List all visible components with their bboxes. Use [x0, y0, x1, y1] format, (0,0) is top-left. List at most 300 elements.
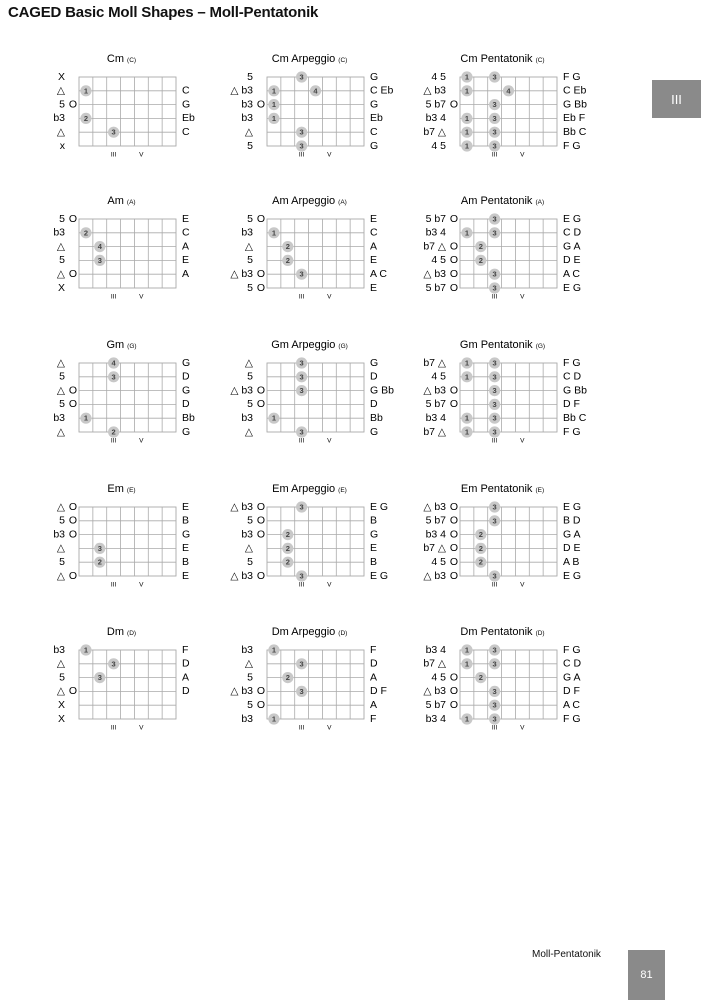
note-name-label: B [370, 514, 378, 527]
finger-number: 1 [464, 413, 470, 423]
fretboard-diagram-dm-pentatonik [423, 626, 581, 732]
interval-label: 5 [247, 514, 253, 527]
finger-number: 3 [111, 127, 116, 137]
finger-number: 1 [83, 413, 89, 423]
finger-number: 3 [492, 571, 497, 581]
open-string-marker: O [68, 528, 78, 541]
note-name-label: A [182, 671, 190, 684]
position-marker-v: V [327, 293, 332, 301]
note-name-label: B [370, 555, 378, 568]
finger-number: 3 [299, 72, 304, 82]
finger-number: 3 [299, 141, 304, 151]
finger-number: 1 [464, 228, 470, 238]
interval-label: △ [244, 542, 253, 555]
diagram-key: (A) [338, 199, 347, 206]
open-string-marker: O [449, 542, 459, 555]
open-string-marker: O [256, 212, 266, 225]
diagram-title: Gm Pentatonik (G) [459, 339, 546, 351]
finger-number: 1 [271, 645, 277, 655]
note-name-label: D F [563, 398, 580, 411]
note-name-label: Bb [370, 411, 383, 424]
finger-number: 3 [492, 427, 497, 437]
finger-number: 3 [299, 502, 304, 512]
page-number: 81 [640, 969, 653, 981]
note-name-label: E [182, 569, 190, 582]
position-marker-v: V [327, 581, 332, 589]
diagram-title: Cm (C) [106, 53, 137, 65]
note-name-label: F G [563, 356, 581, 369]
note-name-label: D F [563, 685, 580, 698]
interval-label: 4 5 [431, 254, 446, 267]
interval-label: b7 △ [423, 657, 446, 670]
finger-number: 3 [492, 372, 497, 382]
interval-label: 5 [59, 98, 65, 111]
fretboard-diagram-em [53, 483, 190, 589]
note-name-label: E G [563, 500, 582, 513]
finger-number: 3 [492, 714, 497, 724]
interval-label: 5 [59, 398, 65, 411]
open-string-marker: O [449, 98, 459, 111]
fretboard-grid [460, 650, 557, 719]
finger-number: 2 [285, 557, 290, 567]
finger-number: 1 [83, 86, 89, 96]
position-marker-v: V [139, 151, 144, 159]
note-name-label: D [370, 370, 378, 383]
interval-label: △ b3 [423, 500, 446, 513]
fretboard-diagram-cm-pentatonik [423, 53, 587, 159]
position-marker-iii: III [110, 151, 117, 159]
diagram-key: (E) [126, 487, 136, 494]
interval-label: 4 5 [431, 555, 446, 568]
finger-number: 1 [464, 358, 470, 368]
interval-label: △ [244, 125, 253, 138]
finger-number: 1 [271, 86, 277, 96]
position-marker-iii: III [298, 724, 305, 732]
open-string-marker: O [449, 281, 459, 294]
open-string-marker: O [449, 514, 459, 527]
diagram-title: Em Arpeggio (E) [272, 483, 347, 495]
diagram-title: Gm Arpeggio (G) [271, 339, 348, 351]
open-string-marker: O [68, 267, 78, 280]
note-name-label: B [182, 555, 190, 568]
interval-label: 5 [247, 370, 253, 383]
fretboard-diagram-cm [53, 53, 195, 159]
finger-number: 2 [285, 530, 290, 540]
note-name-label: F G [563, 712, 581, 725]
interval-label: 4 5 [431, 370, 446, 383]
finger-number: 3 [492, 386, 497, 396]
fretboard-diagram-gm-pentatonik [423, 339, 587, 445]
note-name-label: C D [563, 657, 582, 670]
interval-label: b3 [241, 712, 253, 725]
finger-number: 3 [97, 673, 102, 683]
finger-number: 3 [97, 543, 102, 553]
note-name-label: G [182, 384, 191, 397]
finger-number: 4 [97, 242, 102, 252]
position-marker-v: V [520, 724, 525, 732]
note-name-label: Bb C [563, 125, 587, 138]
fretboard-grid [267, 650, 364, 719]
interval-label: X [57, 698, 65, 711]
interval-label: △ b3 [230, 384, 253, 397]
finger-number: 1 [464, 127, 470, 137]
interval-label: 5 [59, 555, 65, 568]
open-string-marker: O [449, 528, 459, 541]
finger-number: 2 [478, 242, 483, 252]
interval-label: 5 [247, 212, 253, 225]
open-string-marker: O [256, 384, 266, 397]
chapter-tab-label: III [671, 91, 682, 107]
note-name-label: B [182, 514, 190, 527]
open-string-marker: O [449, 685, 459, 698]
finger-number: 1 [464, 72, 470, 82]
fretboard-diagram-em-pentatonik [423, 483, 581, 589]
finger-number: 3 [299, 686, 304, 696]
interval-label: △ b3 [230, 267, 253, 280]
interval-label: b7 △ [423, 125, 446, 138]
finger-number: 1 [271, 113, 277, 123]
fretboard-diagram-gm [53, 339, 195, 445]
interval-label: 5 [59, 514, 65, 527]
diagram-title: Am Arpeggio (A) [272, 195, 347, 207]
note-name-label: G [370, 98, 379, 111]
fretboard-grid [460, 363, 557, 432]
note-name-label: C [182, 84, 190, 97]
note-name-label: E [370, 542, 378, 555]
diagram-title: Gm (G) [106, 339, 137, 351]
finger-number: 1 [271, 714, 277, 724]
open-string-marker: O [256, 685, 266, 698]
note-name-label: E G [563, 569, 582, 582]
interval-label: b7 △ [423, 425, 446, 438]
note-name-label: A B [563, 555, 580, 568]
diagram-key: (A) [535, 199, 545, 206]
position-marker-iii: III [491, 437, 498, 445]
interval-label: 5 [59, 671, 65, 684]
note-name-label: D E [563, 542, 581, 555]
diagram-key: (G) [127, 343, 137, 350]
open-string-marker: O [256, 98, 266, 111]
open-string-marker: O [449, 500, 459, 513]
interval-label: b3 [53, 643, 65, 656]
note-name-label: F [370, 712, 377, 725]
note-name-label: G [370, 528, 379, 541]
diagram-title: Cm Arpeggio (C) [271, 53, 348, 65]
fretboard-grid [79, 219, 176, 288]
interval-label: b3 4 [425, 712, 446, 725]
finger-number: 2 [285, 255, 290, 265]
diagram-key: (A) [126, 199, 136, 206]
note-name-label: G [370, 70, 379, 83]
finger-number: 3 [492, 700, 497, 710]
note-name-label: D [182, 370, 190, 383]
position-marker-iii: III [491, 581, 498, 589]
finger-number: 4 [313, 86, 318, 96]
interval-label: b3 [53, 528, 65, 541]
finger-number: 3 [492, 127, 497, 137]
finger-number: 2 [97, 557, 102, 567]
open-string-marker: O [256, 528, 266, 541]
finger-number: 2 [285, 242, 290, 252]
interval-label: △ [56, 84, 65, 97]
open-string-marker: O [256, 514, 266, 527]
interval-label: △ [244, 657, 253, 670]
note-name-label: Eb [370, 112, 383, 125]
interval-label: △ [56, 542, 65, 555]
open-string-marker: O [256, 281, 266, 294]
interval-label: 5 [59, 212, 65, 225]
diagram-title: Em Pentatonik (E) [460, 483, 545, 495]
finger-number: 3 [492, 141, 497, 151]
interval-label: △ b3 [423, 685, 446, 698]
finger-number: 3 [492, 399, 497, 409]
open-string-marker: O [256, 500, 266, 513]
open-string-marker: O [449, 267, 459, 280]
note-name-label: E G [563, 281, 582, 294]
note-name-label: D [370, 657, 378, 670]
interval-label: △ [56, 240, 65, 253]
open-string-marker: O [68, 98, 78, 111]
finger-number: 3 [492, 659, 497, 669]
interval-label: X [57, 70, 65, 83]
diagram-key: (C) [535, 57, 545, 64]
open-string-marker: O [449, 384, 459, 397]
note-name-label: G [182, 356, 191, 369]
interval-label: 5 b7 [425, 281, 446, 294]
position-marker-v: V [520, 437, 525, 445]
finger-number: 3 [492, 214, 497, 224]
finger-number: 3 [492, 72, 497, 82]
diagram-key: (G) [535, 343, 546, 350]
note-name-label: G A [563, 671, 581, 684]
note-name-label: G [182, 425, 191, 438]
position-marker-iii: III [298, 293, 305, 301]
open-string-marker: O [256, 569, 266, 582]
interval-label: 5 [247, 555, 253, 568]
note-name-label: A [370, 240, 378, 253]
note-name-label: D [182, 657, 190, 670]
finger-number: 2 [285, 673, 290, 683]
diagram-key: (C) [127, 57, 137, 64]
note-name-label: F G [563, 643, 581, 656]
interval-label: b3 [241, 643, 253, 656]
finger-number: 2 [478, 673, 483, 683]
note-name-label: E G [563, 212, 582, 225]
note-name-label: A C [370, 267, 387, 280]
note-name-label: Eb F [563, 112, 586, 125]
diagram-key: (E) [535, 487, 545, 494]
interval-label: △ b3 [230, 500, 253, 513]
interval-label: 5 b7 [425, 98, 446, 111]
note-name-label: Eb [182, 112, 195, 125]
note-name-label: A [182, 267, 190, 280]
position-marker-iii: III [110, 581, 117, 589]
interval-label: 4 5 [431, 671, 446, 684]
finger-number: 3 [299, 127, 304, 137]
position-marker-v: V [139, 581, 144, 589]
open-string-marker: O [449, 569, 459, 582]
interval-label: b3 4 [425, 528, 446, 541]
interval-label: b3 4 [425, 643, 446, 656]
interval-label: 5 [59, 370, 65, 383]
note-name-label: G Bb [563, 98, 587, 111]
finger-number: 1 [271, 228, 277, 238]
note-name-label: G [370, 139, 379, 152]
fretboard-grid [267, 507, 364, 576]
fretboard-diagram-am [53, 195, 190, 301]
note-name-label: G A [563, 240, 581, 253]
note-name-label: G [370, 425, 379, 438]
position-marker-iii: III [491, 724, 498, 732]
finger-number: 4 [506, 86, 511, 96]
open-string-marker: O [256, 267, 266, 280]
interval-label: x [59, 139, 65, 152]
fretboard-diagram-am-pentatonik [423, 195, 581, 301]
fretboard-diagram-am-arpeggio [230, 195, 387, 301]
open-string-marker: O [68, 500, 78, 513]
finger-number: 3 [299, 269, 304, 279]
fretboard-grid [460, 219, 557, 288]
position-marker-iii: III [110, 724, 117, 732]
position-marker-v: V [327, 724, 332, 732]
note-name-label: G A [563, 528, 581, 541]
finger-number: 1 [271, 100, 277, 110]
interval-label: △ b3 [230, 84, 253, 97]
interval-label: b3 [241, 112, 253, 125]
interval-label: △ b3 [230, 685, 253, 698]
open-string-marker: O [256, 698, 266, 711]
note-name-label: E [182, 254, 190, 267]
finger-number: 3 [492, 413, 497, 423]
interval-label: △ [244, 356, 253, 369]
finger-number: 1 [464, 714, 470, 724]
note-name-label: D [370, 398, 378, 411]
interval-label: b3 [53, 112, 65, 125]
interval-label: b3 [241, 226, 253, 239]
position-marker-v: V [520, 293, 525, 301]
fretboard-grid [460, 507, 557, 576]
finger-number: 1 [464, 372, 470, 382]
note-name-label: G Bb [370, 384, 394, 397]
diagram-title: Em (E) [107, 483, 136, 495]
diagram-title: Am Pentatonik (A) [460, 195, 545, 207]
note-name-label: C D [563, 370, 582, 383]
position-marker-v: V [139, 724, 144, 732]
finger-number: 3 [492, 228, 497, 238]
interval-label: 5 [247, 139, 253, 152]
note-name-label: E [182, 212, 190, 225]
fretboard-grid [79, 507, 176, 576]
interval-label: 5 [247, 70, 253, 83]
finger-number: 3 [492, 113, 497, 123]
note-name-label: E [182, 500, 190, 513]
finger-number: 2 [478, 543, 483, 553]
interval-label: △ [56, 267, 65, 280]
interval-label: X [57, 281, 65, 294]
note-name-label: F [370, 643, 377, 656]
interval-label: △ [56, 500, 65, 513]
interval-label: △ b3 [230, 569, 253, 582]
diagram-title: Dm Pentatonik (D) [460, 626, 545, 638]
position-marker-v: V [139, 437, 144, 445]
finger-number: 3 [492, 645, 497, 655]
note-name-label: D [182, 685, 190, 698]
note-name-label: F G [563, 425, 581, 438]
position-marker-iii: III [491, 151, 498, 159]
note-name-label: F G [563, 139, 581, 152]
note-name-label: F [182, 643, 189, 656]
interval-label: 5 b7 [425, 698, 446, 711]
finger-number: 3 [492, 358, 497, 368]
note-name-label: D [182, 398, 190, 411]
finger-number: 3 [299, 358, 304, 368]
position-marker-v: V [327, 151, 332, 159]
finger-number: 4 [111, 358, 116, 368]
interval-label: 5 [247, 254, 253, 267]
diagram-key: (E) [338, 487, 347, 494]
note-name-label: E G [370, 500, 389, 513]
interval-label: △ [244, 240, 253, 253]
diagram-key: (D) [535, 630, 545, 637]
interval-label: 5 [247, 698, 253, 711]
finger-number: 2 [111, 427, 116, 437]
finger-number: 1 [464, 427, 470, 437]
interval-label: 4 5 [431, 139, 446, 152]
fretboard-grid [79, 77, 176, 146]
note-name-label: G Bb [563, 384, 587, 397]
open-string-marker: O [449, 398, 459, 411]
finger-number: 2 [285, 543, 290, 553]
note-name-label: C [370, 125, 378, 138]
note-name-label: C Eb [370, 84, 394, 97]
note-name-label: A [370, 698, 378, 711]
open-string-marker: O [68, 212, 78, 225]
finger-number: 1 [83, 645, 89, 655]
position-marker-v: V [139, 293, 144, 301]
interval-label: △ b3 [423, 84, 446, 97]
diagram-key: (D) [127, 630, 137, 637]
position-marker-v: V [520, 581, 525, 589]
interval-label: 5 [59, 254, 65, 267]
interval-label: b3 4 [425, 411, 446, 424]
open-string-marker: O [449, 555, 459, 568]
interval-label: △ b3 [423, 384, 446, 397]
diagram-title: Cm Pentatonik (C) [460, 53, 545, 65]
finger-number: 3 [299, 386, 304, 396]
finger-number: 3 [492, 283, 497, 293]
note-name-label: E [182, 542, 190, 555]
position-marker-iii: III [491, 293, 498, 301]
diagram-key: (D) [338, 630, 348, 637]
open-string-marker: O [68, 569, 78, 582]
note-name-label: C [182, 125, 190, 138]
open-string-marker: O [449, 212, 459, 225]
interval-label: △ b3 [423, 569, 446, 582]
open-string-marker: O [68, 685, 78, 698]
interval-label: △ [56, 657, 65, 670]
interval-label: b3 [53, 226, 65, 239]
finger-number: 1 [464, 141, 470, 151]
finger-number: 3 [492, 686, 497, 696]
finger-number: 3 [97, 255, 102, 265]
diagram-key: (G) [338, 343, 348, 350]
diagram-title: Dm Arpeggio (D) [271, 626, 348, 638]
fretboard-diagram-em-arpeggio [230, 483, 388, 589]
open-string-marker: O [449, 671, 459, 684]
interval-label: 5 b7 [425, 514, 446, 527]
interval-label: △ [56, 569, 65, 582]
finger-number: 3 [299, 372, 304, 382]
